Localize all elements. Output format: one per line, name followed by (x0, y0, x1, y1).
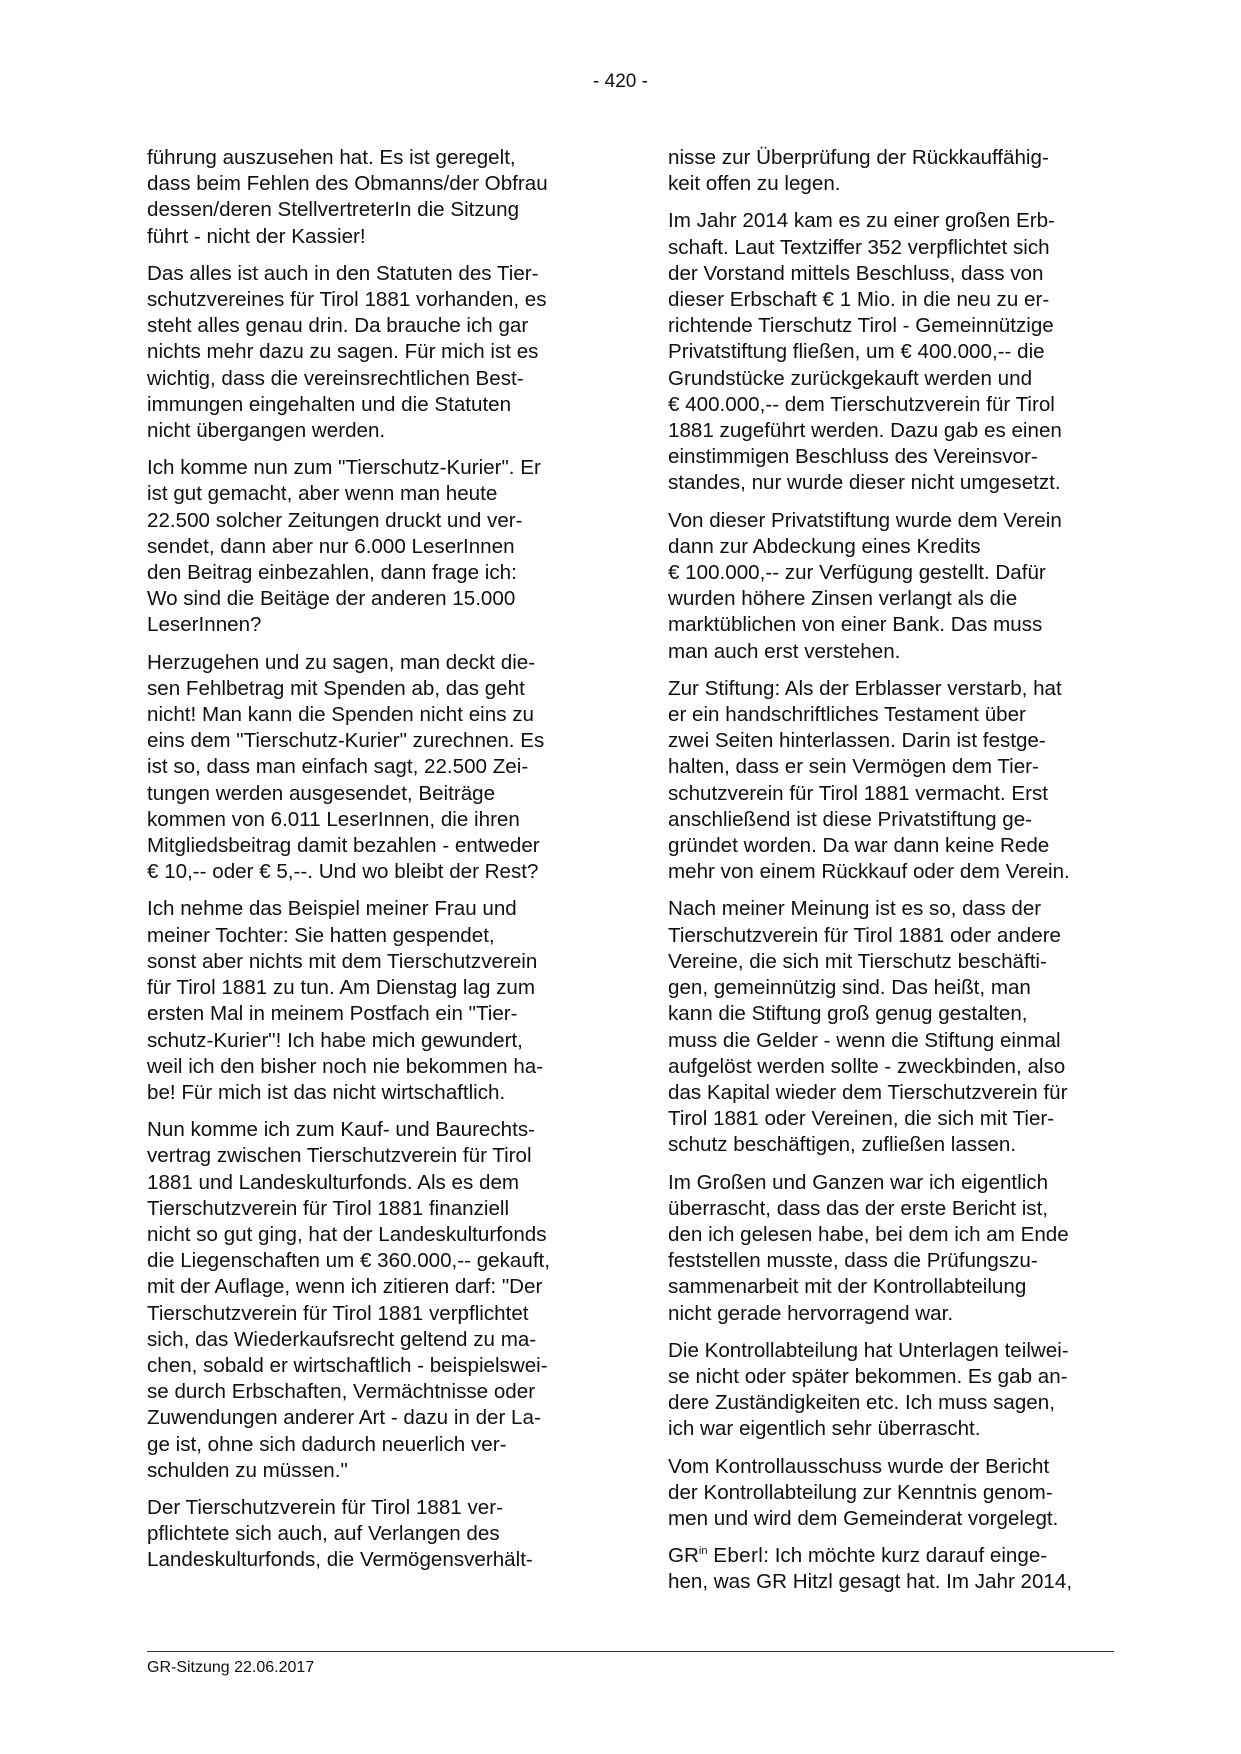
text-line: Mitgliedsbeitrag damit bezahlen - entweder (147, 834, 540, 858)
text-line: dieser Erbschaft € 1 Mio. in die neu zu er- (668, 288, 1050, 312)
text-line: Zur Stiftung: Als der Erblasser verstarb, hat (668, 676, 1062, 700)
text-line: Vom Kontrollausschuss wurde der Bericht (668, 1454, 1050, 1478)
paragraph (147, 455, 593, 638)
text-line: se durch Erbschaften, Vermächtnisse oder (147, 1380, 536, 1404)
text-line: vertrag zwischen Tierschutzverein für Tirol (147, 1144, 532, 1168)
paragraph (147, 896, 593, 1106)
text-line: den Beitrag einbezahlen, dann frage ich: (147, 561, 517, 585)
text-line: sendet, dann aber nur 6.000 LeserInnen (147, 534, 515, 558)
text-line: das Kapital wieder dem Tierschutzverein für (668, 1080, 1068, 1104)
text-line: Das alles ist auch in den Statuten des Tier- (147, 261, 539, 285)
paragraph (147, 1495, 593, 1574)
text-line: mehr von einem Rückkauf oder dem Verein. (668, 860, 1070, 884)
speaker-title-superscript: in (698, 1545, 708, 1558)
text-line: wurden höhere Zinsen verlangt als die (668, 587, 1018, 611)
text-line: Nach meiner Meinung ist es so, dass der (668, 897, 1042, 921)
text-line: ist so, dass man einfach sagt, 22.500 Zei- (147, 755, 529, 779)
left-column (147, 145, 593, 1585)
text-line: € 400.000,-- dem Tierschutzverein für Tirol (668, 392, 1055, 416)
paragraph (668, 896, 1114, 1158)
text-line: Tierschutzverein für Tirol 1881 finanziell (147, 1196, 510, 1220)
text-line: Tirol 1881 oder Vereinen, die sich mit Tier- (668, 1107, 1055, 1131)
page-number: - 420 - (593, 71, 648, 92)
paragraph (668, 208, 1114, 496)
text-line: standes, nur wurde dieser nicht umgesetzt. (668, 471, 1061, 495)
text-line: dann zur Abdeckung eines Kredits (668, 534, 981, 558)
text-line: ist gut gemacht, aber wenn man heute (147, 482, 498, 506)
text-line: LeserInnen? (147, 613, 262, 637)
text-line: halten, dass er sein Vermögen dem Tier- (668, 755, 1039, 779)
text-line: Tierschutzverein für Tirol 1881 oder andere (668, 923, 1062, 947)
text-line: men und wird dem Gemeinderat vorgelegt. (668, 1506, 1059, 1530)
text-line: der Vorstand mittels Beschluss, dass von (668, 261, 1044, 285)
text-line: nisse zur Überprüfung der Rückkauffähig- (668, 146, 1049, 169)
text-line: führung auszusehen hat. Es ist geregelt, (147, 146, 516, 169)
paragraph (668, 676, 1114, 886)
text-line: Die Kontrollabteilung hat Unterlagen teilwei- (668, 1338, 1069, 1362)
text-line: Herzugehen und zu sagen, man deckt die- (147, 650, 536, 674)
paragraph (668, 508, 1114, 665)
text-line: nichts mehr dazu zu sagen. Für mich ist es (147, 340, 539, 364)
text-line: schaft. Laut Textziffer 352 verpflichtet sich (668, 235, 1050, 259)
text-line: schutzvereines für Tirol 1881 vorhanden, es (147, 288, 547, 312)
text-line: den ich gelesen habe, bei dem ich am Ende (668, 1222, 1069, 1246)
text-line: meiner Tochter: Sie hatten gespendet, (147, 923, 495, 947)
text-line: kann die Stiftung groß genug gestalten, (668, 1002, 1028, 1026)
paragraph (668, 1170, 1114, 1327)
text-line: Ich komme nun zum "Tierschutz-Kurier". Er (147, 456, 541, 480)
text-line: ersten Mal in meinem Postfach ein "Tier- (147, 1002, 518, 1026)
text-line: schutzverein für Tirol 1881 vermacht. Erst (668, 781, 1048, 805)
text-line: Nun komme ich zum Kauf- und Baurechts- (147, 1118, 536, 1142)
text-line: nicht so gut ging, hat der Landeskulturfonds (147, 1222, 547, 1246)
text-line: 22.500 solcher Zeitungen druckt und ver- (147, 508, 523, 532)
text-line: tungen werden ausgesendet, Beiträge (147, 781, 496, 805)
paragraph (668, 1454, 1114, 1533)
text-line: immungen eingehalten und die Statuten (147, 392, 512, 416)
right-column-paragraphs (668, 145, 1114, 1532)
text-line: Vereine, die sich mit Tierschutz beschäfti- (668, 949, 1047, 973)
text-line: dessen/deren StellvertreterIn die Sitzung (147, 198, 520, 222)
text-line: € 100.000,-- zur Verfügung gestellt. Dafür (668, 561, 1046, 585)
text-line: sammenarbeit mit der Kontrollabteilung (668, 1275, 1027, 1299)
text-line: der Kontrollabteilung zur Kenntnis genom- (668, 1480, 1053, 1504)
paragraph (668, 1338, 1114, 1443)
text-line: gen, gemeinnützig sind. Das heißt, man (668, 976, 1031, 1000)
paragraph (668, 145, 1114, 197)
text-line: eins dem "Tierschutz-Kurier" zurechnen. Es (147, 729, 545, 753)
speaker-paragraph (668, 1543, 1114, 1595)
text-line: ich war eigentlich sehr überrascht. (668, 1417, 981, 1441)
text-line: richtende Tierschutz Tirol - Gemeinnützige (668, 314, 1054, 338)
text-line: Im Jahr 2014 kam es zu einer großen Erb- (668, 209, 1055, 233)
text-line: weil ich den bisher noch nie bekommen ha- (147, 1054, 544, 1078)
text-line: pflichtete sich auch, auf Verlangen des (147, 1522, 500, 1546)
right-column (668, 145, 1114, 1607)
paragraph (147, 261, 593, 444)
text-line: Wo sind die Beitäge der anderen 15.000 (147, 587, 516, 611)
text-line: Tierschutzverein für Tirol 1881 verpflichtet (147, 1301, 529, 1325)
text-line: dere Zuständigkeiten etc. Ich muss sagen, (668, 1391, 1055, 1415)
text-line: nicht gerade hervorragend war. (668, 1301, 954, 1325)
text-line: sich, das Wiederkaufsrecht geltend zu ma- (147, 1327, 537, 1351)
speaker-name: Eberl (713, 1544, 764, 1568)
speaker-title: GR (668, 1544, 699, 1568)
paragraph (147, 145, 593, 250)
text-line: zwei Seiten hinterlassen. Darin ist festge- (668, 729, 1046, 753)
text-line: schutz beschäftigen, zufließen lassen. (668, 1133, 1017, 1157)
text-line: Der Tierschutzverein für Tirol 1881 ver- (147, 1495, 503, 1519)
text-line: keit offen zu legen. (668, 172, 841, 196)
text-line: Von dieser Privatstiftung wurde dem Verein (668, 508, 1062, 532)
text-line: schutz-Kurier"! Ich habe mich gewundert, (147, 1028, 523, 1052)
text-line: sonst aber nichts mit dem Tierschutzverein (147, 949, 538, 973)
text-line: nicht! Man kann die Spenden nicht eins zu (147, 703, 534, 727)
text-line: die Liegenschaften um € 360.000,-- gekauft, (147, 1249, 550, 1273)
speaker-first-line-text: : Ich möchte kurz darauf einge- (763, 1544, 1048, 1568)
paragraph (147, 650, 593, 886)
text-line: 1881 und Landeskulturfonds. Als es dem (147, 1170, 520, 1194)
speaker-line: hen, was GR Hitzl gesagt hat. Im Jahr 2014, (668, 1570, 1073, 1594)
text-line: Ich nehme das Beispiel meiner Frau und (147, 897, 517, 921)
text-line: nicht übergangen werden. (147, 419, 386, 443)
text-line: feststellen musste, dass die Prüfungszu- (668, 1249, 1038, 1273)
speaker-first-line (668, 1543, 1114, 1569)
text-line: man auch erst verstehen. (668, 639, 901, 663)
text-line: er ein handschriftliches Testament über (668, 703, 1026, 727)
text-line: wichtig, dass die vereinsrechtlichen Best- (147, 366, 524, 390)
text-line: aufgelöst werden sollte - zweckbinden, also (668, 1054, 1066, 1078)
text-line: be! Für mich ist das nicht wirtschaftlich. (147, 1080, 506, 1104)
text-line: muss die Gelder - wenn die Stiftung einmal (668, 1028, 1061, 1052)
text-line: steht alles genau drin. Da brauche ich gar (147, 314, 529, 338)
text-line: gründet worden. Da war dann keine Rede (668, 834, 1050, 858)
text-line: einstimmigen Beschluss des Vereinsvor- (668, 445, 1038, 469)
text-line: für Tirol 1881 zu tun. Am Dienstag lag zum (147, 976, 536, 1000)
footer-session-date: GR-Sitzung 22.06.2017 (147, 1659, 315, 1676)
text-line: Landeskulturfonds, die Vermögensverhält- (147, 1548, 533, 1572)
text-line: Privatstiftung fließen, um € 400.000,-- die (668, 340, 1045, 364)
text-line: se nicht oder später bekommen. Es gab an- (668, 1364, 1068, 1388)
text-line: anschließend ist diese Privatstiftung ge- (668, 807, 1033, 831)
footer-divider (147, 1651, 1114, 1652)
text-line: marktüblichen von einer Bank. Das muss (668, 613, 1043, 637)
text-line: € 10,-- oder € 5,--. Und wo bleibt der Rest? (147, 860, 539, 884)
text-line: überrascht, dass das der erste Bericht ist, (668, 1196, 1049, 1220)
text-line: chen, sobald er wirtschaftlich - beispielswei- (147, 1353, 548, 1377)
text-line: ge ist, ohne sich dadurch neuerlich ver- (147, 1432, 507, 1456)
text-line: sen Fehlbetrag mit Spenden ab, das geht (147, 676, 525, 700)
text-line: dass beim Fehlen des Obmanns/der Obfrau (147, 172, 548, 196)
text-line: schulden zu müssen." (147, 1458, 348, 1482)
text-line: 1881 zugeführt werden. Dazu gab es einen (668, 419, 1062, 443)
text-line: führt - nicht der Kassier! (147, 224, 366, 248)
paragraph (147, 1117, 593, 1484)
text-line: kommen von 6.011 LeserInnen, die ihren (147, 807, 520, 831)
text-line: Grundstücke zurückgekauft werden und (668, 366, 1033, 390)
text-line: Im Großen und Ganzen war ich eigentlich (668, 1170, 1049, 1194)
text-line: mit der Auflage, wenn ich zitieren darf: "Der (147, 1275, 543, 1299)
text-line: Zuwendungen anderer Art - dazu in der La- (147, 1406, 541, 1430)
